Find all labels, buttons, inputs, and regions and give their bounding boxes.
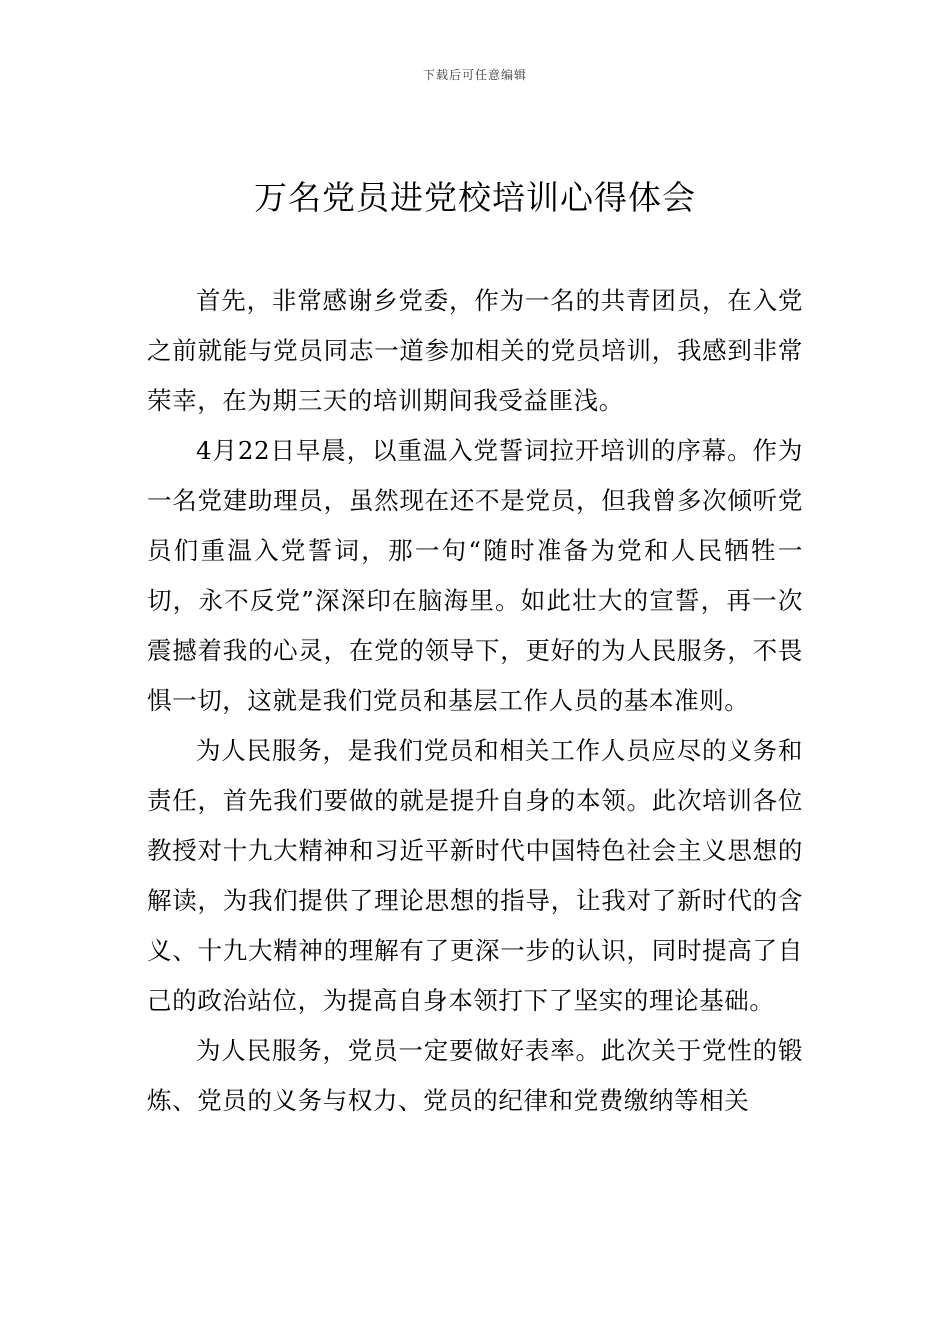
document-title: 万名党员进党校培训心得体会 <box>254 178 696 217</box>
paragraph-2: 4月22日早晨，以重温入党誓词拉开培训的序幕。作为一名党建助理员，虽然现在还不是党员，但我曾多次倾听党员们重温入党誓词，那一句“随时准备为党和人民牺牲一切，永不反党”深深印在脑海里。如此壮大的宣誓，再一次震撼着我的心灵，在党的领导下，更好的为人民服务，不畏惧一切，这就是我们党员和基层工作人员的基本准则。 <box>147 436 803 715</box>
paragraph-3: 为人民服务，是我们党员和相关工作人员应尽的义务和责任，首先我们要做的就是提升自身的本领。此次培训各位教授对十九大精神和习近平新时代中国特色社会主义思想的解读，为我们提供了理论思想的指导，让我对了新时代的含义、十九大精神的理解有了更深一步的认识，同时提高了自己的政治站位，为提高自身本领打下了坚实的理论基础。 <box>147 736 803 1015</box>
paragraph-1: 首先，非常感谢乡党委，作为一名的共青团员，在入党之前就能与党员同志一道参加相关的党员培训，我感到非常荣幸，在为期三天的培训期间我受益匪浅。 <box>147 286 803 415</box>
document-body <box>147 276 803 1126</box>
paragraph-4: 为人民服务，党员一定要做好表率。此次关于党性的锻炼、党员的义务与权力、党员的纪律和党费缴纳等相关 <box>147 1036 803 1115</box>
header-note: 下载后可任意编辑 <box>422 68 527 82</box>
